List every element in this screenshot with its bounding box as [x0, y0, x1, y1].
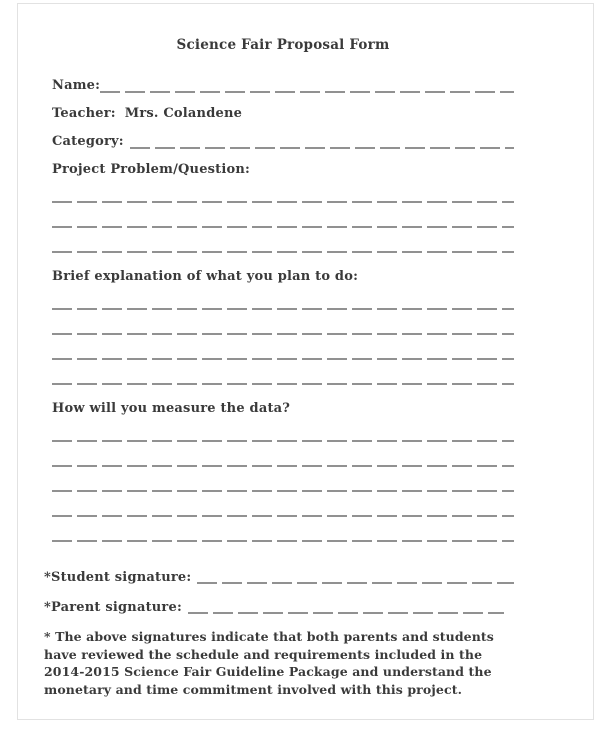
teacher-value: Mrs. Colandene [124, 106, 243, 121]
form-section [52, 401, 514, 542]
name-field-row [52, 78, 514, 94]
section-heading: Brief explanation of what you plan to do: [52, 269, 359, 284]
blank-write-line [52, 517, 514, 542]
name-label: Name: [52, 78, 101, 93]
teacher-field-row [52, 106, 514, 122]
form-section [52, 269, 514, 385]
section-heading: Project Problem/Question: [52, 162, 251, 177]
blank-write-line [52, 203, 514, 228]
blank-write-line [52, 417, 514, 442]
category-label: Category: [52, 134, 124, 149]
blank-write-line [52, 442, 514, 467]
category-blank-line [130, 137, 514, 149]
form-sections [52, 162, 514, 542]
parent-signature-line [188, 602, 504, 614]
student-signature-line [197, 572, 514, 584]
blank-write-line [52, 335, 514, 360]
student-signature-row [44, 568, 514, 586]
blank-write-line [52, 492, 514, 517]
teacher-label: Teacher: [52, 106, 116, 121]
blank-write-line [52, 467, 514, 492]
blank-write-line [52, 178, 514, 203]
section-heading: How will you measure the data? [52, 401, 291, 416]
parent-signature-label: *Parent signature: [44, 600, 182, 615]
student-signature-label: *Student signature: [44, 570, 192, 585]
form-content [44, 0, 514, 698]
form-title: Science Fair Proposal Form [176, 37, 390, 53]
parent-signature-row [44, 598, 514, 616]
blank-write-line [52, 285, 514, 310]
form-header-fields [52, 78, 514, 150]
form-section [52, 162, 514, 253]
signature-footnote: * The above signatures indicate that both parents and students have reviewed the schedule and requirements included in the 2014-2015 Science Fair Guideline Package and understand the monetary and time commitment involved with this project. [44, 629, 494, 697]
name-blank-line [100, 81, 514, 93]
blank-write-line [52, 360, 514, 385]
blank-write-line [52, 228, 514, 253]
category-field-row [52, 134, 514, 150]
signature-block [44, 568, 514, 616]
blank-write-line [52, 310, 514, 335]
